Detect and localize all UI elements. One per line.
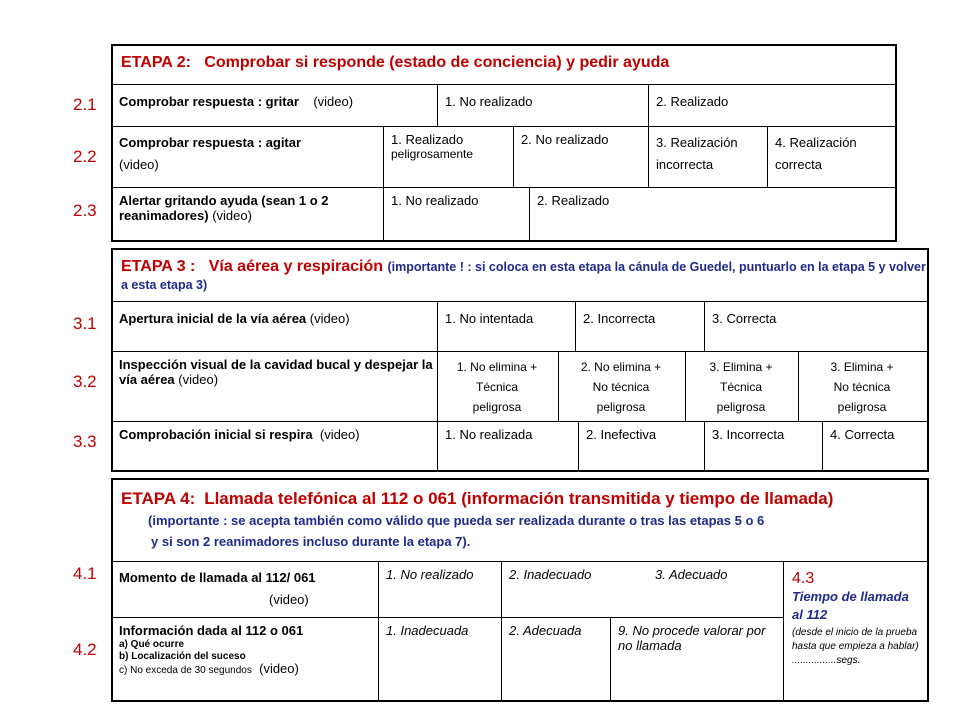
option-cell[interactable]: 2. Realizado [529,188,895,240]
option-cell[interactable]: 1. No realizado [437,85,648,126]
etapa4-row-1 [113,562,783,618]
option-cell[interactable]: 2. No realizado [513,127,648,187]
call-time-cell[interactable] [783,562,927,700]
option-cell[interactable]: 4. Correcta [822,422,927,470]
call-time-detail: (desde el inicio de la prueba hasta que empieza a hablar) [792,627,919,652]
etapa2-row-1 [113,85,895,127]
row-description: Momento de llamada al 112/ 061 (video) [119,570,316,607]
call-time-blank[interactable]: ................segs. [792,655,861,666]
step-label-2-2: 2.2 [73,147,97,166]
etapa3-row-3 [113,422,927,470]
etapa3-note: (importante ! : si coloca en esta etapa la cánula de Guedel, puntuarlo en la etapa 5 y volver a esta etapa 3) [121,260,926,292]
etapa4-title: Llamada telefónica al 112 o 061 (información transmitida y tiempo de llamada) [204,489,834,508]
etapa4-row-2 [113,618,783,700]
step-label-3-2: 3.2 [73,372,97,391]
etapa3-title-prefix: ETAPA 3 : [121,258,196,275]
call-time-title: Tiempo de llamada al 112 [792,589,909,622]
row-description: Alertar gritando ayuda (sean 1 o 2 reanimadores) (video) [119,193,329,223]
option-cell[interactable]: 1. No elimina + Técnica peligrosa [437,352,558,421]
etapa2-row-3 [113,188,895,240]
etapa4-table [111,478,929,702]
row-description: Comprobar respuesta : gritar (video) [119,94,354,109]
option-cell[interactable]: 1. Inadecuada [378,618,501,700]
etapa3-title: Vía aérea y respiración [208,258,384,275]
etapa4-note-2: y si son 2 reanimadores incluso durante la etapa 7). [151,534,471,549]
row-description: Información dada al 112 o 061 a) Qué ocurre b) Localización del suceso c) No exceda de 30 segundos (video) [119,623,304,676]
option-cell[interactable]: 2. No elimina + No técnica peligrosa [558,352,685,421]
row-description: Inspección visual de la cavidad bucal y despejar la vía aérea (video) [119,357,433,387]
etapa3-table [111,248,929,472]
option-cell[interactable]: 4. Realización correcta [767,127,895,187]
etapa4-header [113,480,927,562]
etapa3-row-1 [113,302,927,352]
option-cell[interactable]: 1. No realizado [378,562,501,617]
row-description: Comprobación inicial si respira (video) [119,427,360,442]
etapa2-title-prefix: ETAPA 2: [121,54,191,71]
step-label-2-1: 2.1 [73,95,97,114]
step-label-2-3: 2.3 [73,201,97,220]
option-cell[interactable]: 2. Adecuada [501,618,610,700]
row-description: Comprobar respuesta : agitar (video) [119,135,302,172]
etapa3-row-2 [113,352,927,422]
step-label-4-1: 4.1 [73,564,97,583]
row-description: Apertura inicial de la vía aérea (video) [119,311,350,326]
option-cell[interactable]: 2. Incorrecta [575,302,704,351]
option-cell[interactable]: 9. No procede valorar por no llamada [610,618,783,700]
option-cell[interactable]: 1. No realizada [437,422,578,470]
option-cell[interactable]: 3. Correcta [704,302,927,351]
etapa4-note-1: (importante : se acepta también como válido que pueda ser realizada durante o tras las etapas 5 o 6 [148,513,765,528]
option-cell[interactable]: 1. Realizado peligrosamente [383,127,513,187]
etapa2-row-2 [113,127,895,188]
option-cell[interactable]: 1. No intentada [437,302,575,351]
call-time-number: 4.3 [792,570,815,587]
option-cell[interactable]: 3. Elimina + No técnica peligrosa [798,352,927,421]
etapa2-table [111,44,897,242]
step-label-3-1: 3.1 [73,314,97,333]
etapa2-title: Comprobar si responde (estado de conciencia) y pedir ayuda [204,54,670,71]
step-label-3-3: 3.3 [73,432,97,451]
etapa3-header [113,250,927,302]
option-cell[interactable]: 3. Realización incorrecta [648,127,767,187]
option-cell[interactable]: 3. Adecuado [655,567,728,582]
option-cell[interactable]: 1. No realizado [383,188,529,240]
option-cell[interactable]: 2. Realizado [648,85,895,126]
step-label-4-2: 4.2 [73,640,97,659]
option-cell[interactable]: 2. Inadecuado [501,562,641,617]
etapa2-header [113,46,895,85]
option-cell[interactable]: 3. Elimina + Técnica peligrosa [685,352,798,421]
option-cell[interactable]: 2. Inefectiva [578,422,704,470]
etapa4-title-prefix: ETAPA 4: [121,489,196,508]
option-cell[interactable]: 3. Incorrecta [704,422,822,470]
